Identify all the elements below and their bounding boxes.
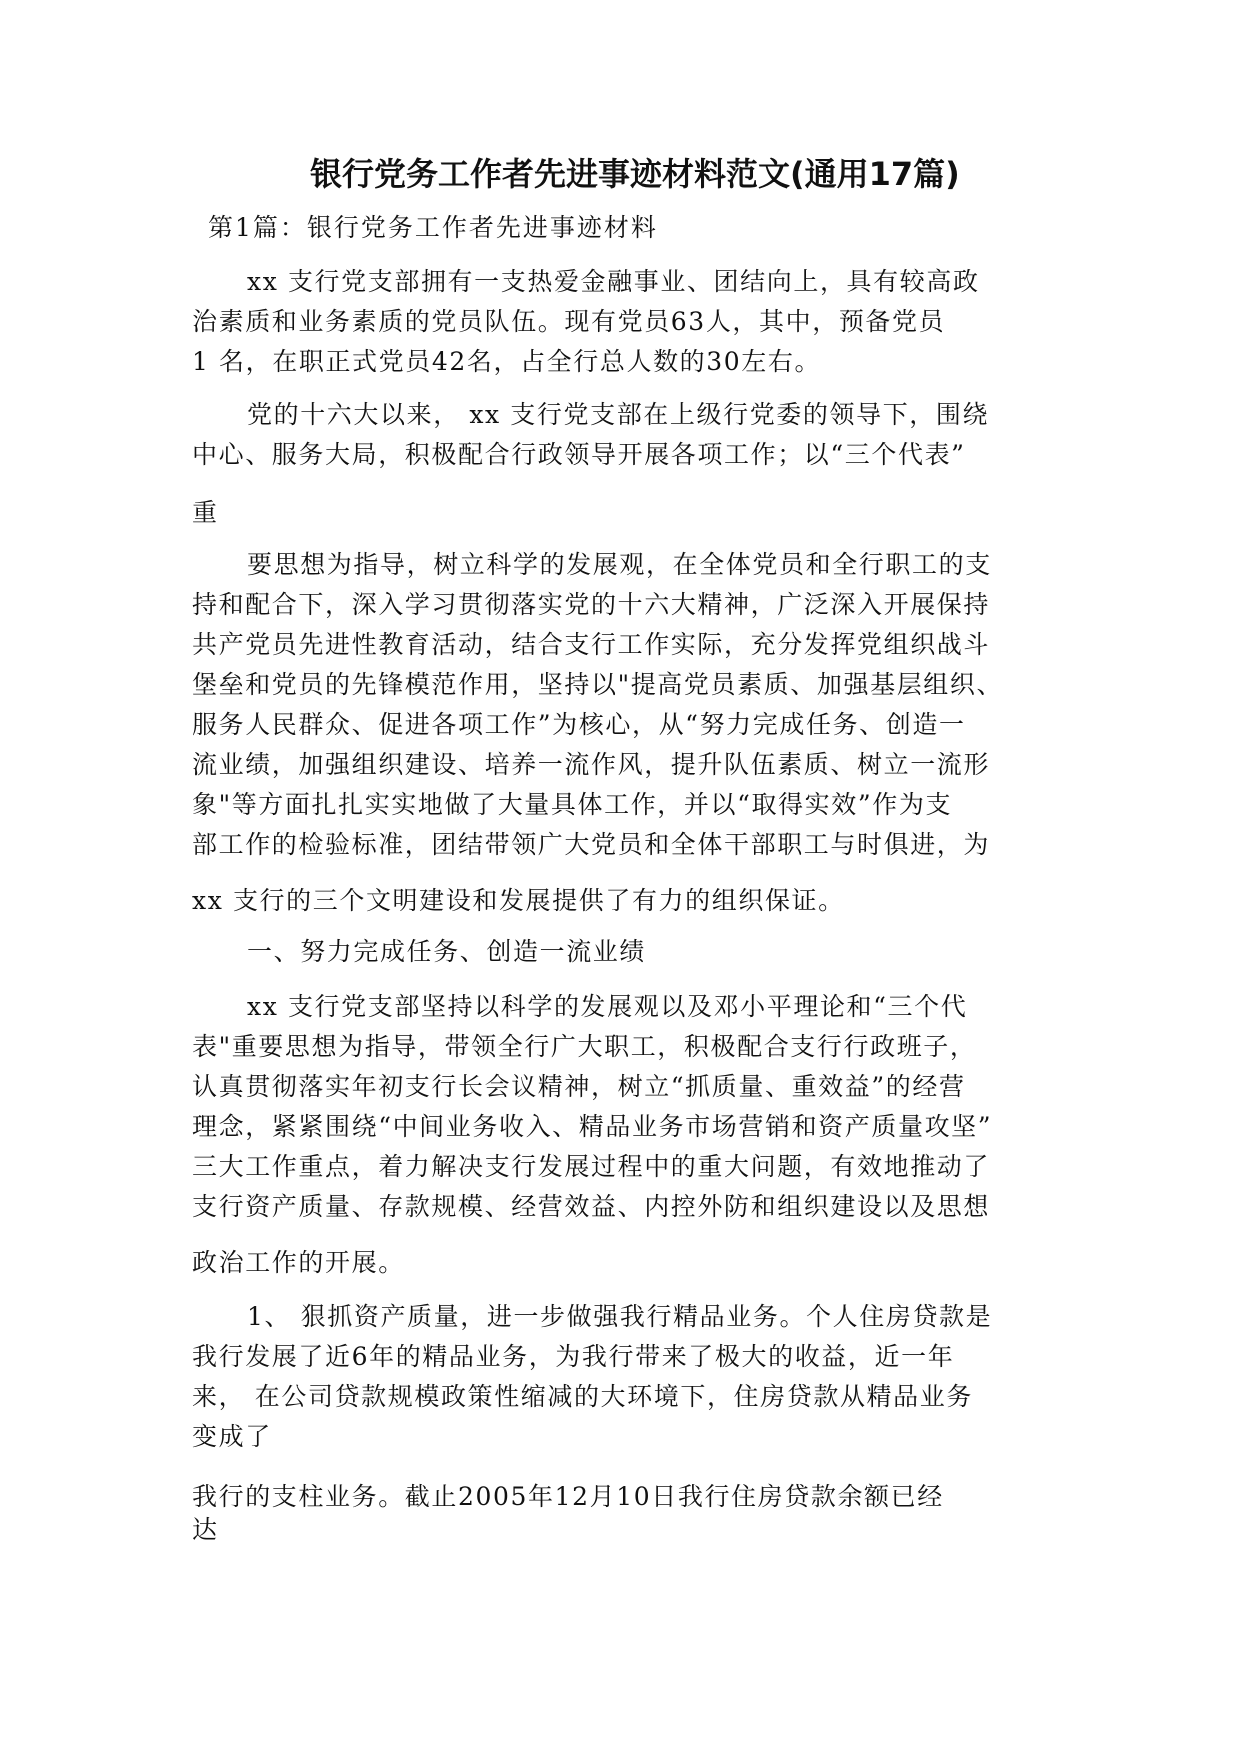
document-subtitle: 第1篇：银行党务工作者先进事迹材料: [208, 213, 658, 242]
text-line: 服务人民群众、促进各项工作”为核心，从“努力完成任务、创造一: [192, 710, 966, 739]
text-line: 来， 在公司贷款规模政策性缩减的大环境下，住房贷款从精品业务: [192, 1382, 973, 1411]
text-line: 1 名，在职正式党员42名，占全行总人数的30左右。: [192, 347, 822, 376]
text-line: 党的十六大以来， xx 支行党支部在上级行党委的领导下，围绕: [247, 400, 990, 429]
text-line: 中心、服务大局，积极配合行政领导开展各项工作；以“三个代表”: [192, 440, 966, 469]
text-line: 表"重要思想为指导，带领全行广大职工，积极配合支行行政班子，: [192, 1032, 977, 1061]
text-line: 治素质和业务素质的党员队伍。现有党员63人，其中，预备党员: [192, 307, 946, 336]
text-line: 持和配合下，深入学习贯彻落实党的十六大精神，广泛深入开展保持: [192, 590, 991, 619]
text-line: xx 支行的三个文明建设和发展提供了有力的组织保证。: [192, 886, 845, 915]
text-line: 重: [192, 498, 219, 527]
text-line: 流业绩，加强组织建设、培养一流作风，提升队伍素质、树立一流形: [192, 750, 991, 779]
text-line: 要思想为指导，树立科学的发展观，在全体党员和全行职工的支: [247, 550, 992, 579]
text-line: 象"等方面扎扎实实地做了大量具体工作，并以“取得实效”作为支: [192, 790, 953, 819]
text-line: 堡垒和党员的先锋模范作用，坚持以"提高党员素质、加强基层组织、: [192, 670, 1004, 699]
document-title: 银行党务工作者先进事迹材料范文(通用17篇): [310, 155, 960, 193]
text-line: 认真贯彻落实年初支行长会议精神，树立“抓质量、重效益”的经营: [192, 1072, 966, 1101]
text-line: 政治工作的开展。: [192, 1248, 405, 1277]
text-line: 支行资产质量、存款规模、经营效益、内控外防和组织建设以及思想: [192, 1192, 991, 1221]
text-line: 达: [192, 1515, 219, 1544]
text-line: 理念，紧紧围绕“中间业务收入、精品业务市场营销和资产质量攻坚”: [192, 1112, 993, 1141]
text-line: 变成了: [192, 1422, 272, 1451]
section-heading: 一、努力完成任务、创造一流业绩: [247, 937, 647, 966]
text-line: 共产党员先进性教育活动，结合支行工作实际，充分发挥党组织战斗: [192, 630, 991, 659]
text-line: xx 支行党支部拥有一支热爱金融事业、团结向上，具有较高政: [247, 267, 980, 296]
text-line: 部工作的检验标准，团结带领广大党员和全体干部职工与时俱进，为: [192, 830, 991, 859]
text-line: 我行发展了近6年的精品业务，为我行带来了极大的收益，近一年: [192, 1342, 955, 1371]
text-line: 三大工作重点，着力解决支行发展过程中的重大问题，有效地推动了: [192, 1152, 991, 1181]
text-line: 我行的支柱业务。截止2005年12月10日我行住房贷款余额已经: [192, 1482, 944, 1511]
text-line: 1、 狠抓资产质量，进一步做强我行精品业务。个人住房贷款是: [247, 1302, 993, 1331]
text-line: xx 支行党支部坚持以科学的发展观以及邓小平理论和“三个代: [247, 992, 968, 1021]
